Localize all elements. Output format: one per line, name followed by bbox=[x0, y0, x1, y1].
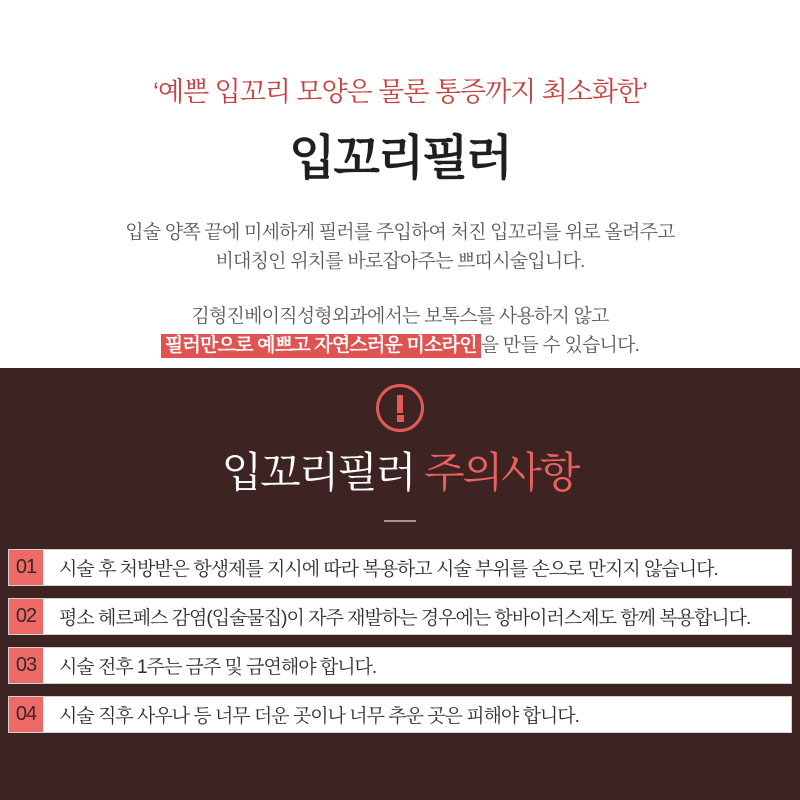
caution-item-number: 03 bbox=[9, 648, 43, 683]
page-title: 입꼬리필러 bbox=[289, 132, 511, 185]
highlighted-phrase: 필러만으로 예쁘고 자연스러운 미소라인 bbox=[161, 334, 481, 358]
caution-list bbox=[0, 549, 800, 733]
tagline: ‘예쁜 입꼬리 모양은 물론 통증까지 최소화한’ bbox=[153, 77, 647, 107]
caution-item-number: 01 bbox=[9, 550, 43, 585]
caution-item-3 bbox=[8, 647, 792, 684]
caution-section bbox=[0, 368, 800, 800]
caution-item-4 bbox=[8, 696, 792, 733]
divider-line bbox=[384, 520, 416, 522]
caution-item-text: 시술 직후 사우나 등 너무 더운 곳이나 너무 추운 곳은 피해야 합니다. bbox=[59, 706, 579, 727]
description-line-2: 비대칭인 위치를 바로잡아주는 쁘띠시술입니다. bbox=[215, 251, 585, 272]
caution-item-text: 평소 헤르페스 감염(입술물집)이 자주 재발하는 경우에는 항바이러스제도 함께 복용합니다. bbox=[59, 608, 751, 629]
caution-item-text: 시술 후 처방받은 항생제를 지시에 따라 복용하고 시술 부위를 손으로 만지지 않습니다. bbox=[59, 559, 718, 580]
exclamation-bar bbox=[397, 395, 403, 413]
caution-title-accent: 주의사항 bbox=[424, 449, 579, 496]
procedure-description bbox=[0, 218, 800, 276]
highlight-suffix: 을 만들 수 있습니다. bbox=[480, 335, 640, 356]
caution-item-text: 시술 전후 1주는 금주 및 금연해야 합니다. bbox=[59, 657, 377, 678]
caution-item-number: 04 bbox=[9, 697, 43, 732]
intro-section bbox=[0, 0, 800, 368]
description-line-1: 입술 양쪽 끝에 미세하게 필러를 주입하여 처진 입꼬리를 위로 올려주고 bbox=[125, 222, 675, 243]
caution-item-1 bbox=[8, 549, 792, 586]
caution-title-main: 입꼬리필러 bbox=[221, 449, 425, 496]
caution-item-number: 02 bbox=[9, 599, 43, 634]
exclamation-dot bbox=[397, 415, 404, 422]
clinic-line: 김형진베이직성형외과에서는 보톡스를 사용하지 않고 bbox=[191, 306, 609, 327]
caution-item-2 bbox=[8, 598, 792, 635]
exclamation-circle-icon bbox=[376, 384, 424, 432]
caution-title bbox=[0, 440, 800, 500]
clinic-statement bbox=[0, 302, 800, 360]
